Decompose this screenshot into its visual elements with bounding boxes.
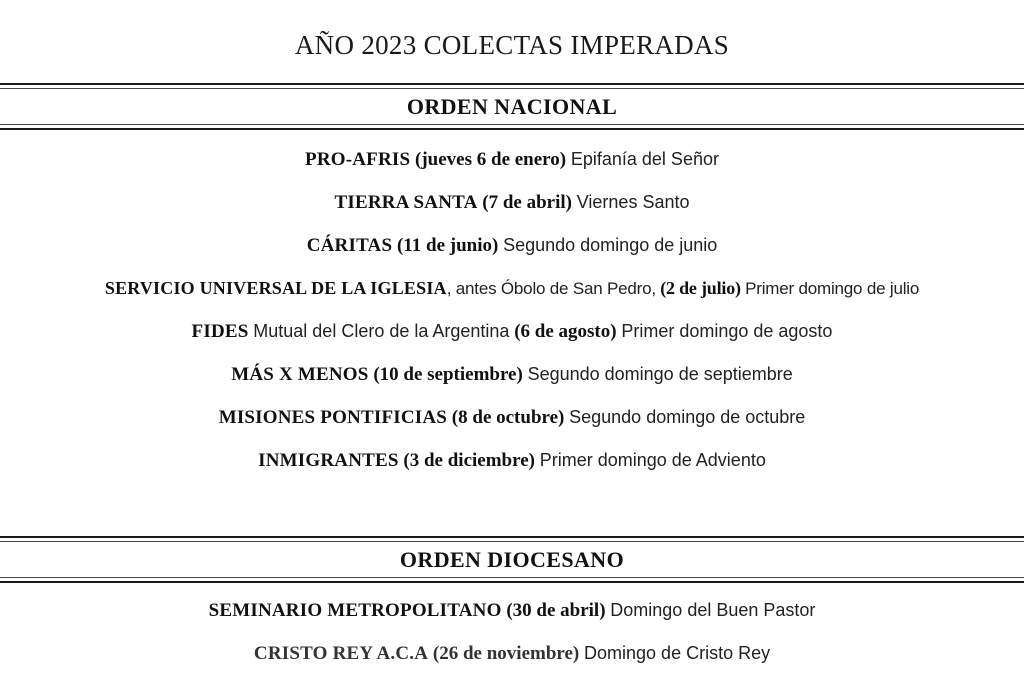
- entry-list-diocesano: [0, 589, 1024, 675]
- collection-description: Domingo de Cristo Rey: [584, 643, 771, 663]
- divider: [0, 83, 1024, 85]
- collection-description: Segundo domingo de octubre: [569, 407, 806, 427]
- entry-list-nacional: [0, 138, 1024, 482]
- collection-date: (8 de octubre): [451, 407, 565, 428]
- collection-description: Segundo domingo de junio: [503, 235, 718, 255]
- list-item: [0, 589, 1024, 632]
- collection-name: CÁRITAS: [306, 235, 393, 256]
- divider: [0, 581, 1024, 583]
- list-item: [0, 310, 1024, 353]
- collection-date: (11 de junio): [396, 235, 499, 256]
- divider: [0, 88, 1024, 89]
- collection-name: SEMINARIO METROPOLITANO: [208, 600, 502, 621]
- collection-date: (30 de abril): [506, 600, 606, 621]
- divider: [0, 577, 1024, 578]
- collection-name: CRISTO REY A.C.A: [253, 643, 429, 664]
- collection-name: INMIGRANTES: [258, 450, 399, 471]
- section-header-nacional: [0, 83, 1024, 129]
- divider: [0, 128, 1024, 130]
- collection-name: FIDES: [191, 321, 249, 342]
- collection-date: (3 de diciembre): [403, 450, 535, 471]
- list-item: [0, 632, 1024, 675]
- list-item: [0, 396, 1024, 439]
- section-header-diocesano: [0, 536, 1024, 582]
- collection-description: Primer domingo de Adviento: [539, 450, 766, 470]
- section-heading: ORDEN DIOCESANO: [399, 547, 625, 572]
- list-item: [0, 353, 1024, 396]
- list-item: [0, 439, 1024, 482]
- collection-date: (10 de septiembre): [373, 364, 523, 385]
- collection-date: (jueves 6 de enero): [415, 149, 567, 170]
- collection-name: SERVICIO UNIVERSAL DE LA IGLESIA: [104, 278, 447, 298]
- collection-description: Viernes Santo: [576, 192, 690, 212]
- list-item: [0, 138, 1024, 181]
- collection-name: TIERRA SANTA: [334, 192, 478, 213]
- list-item: [0, 181, 1024, 224]
- section-heading: ORDEN NACIONAL: [406, 94, 618, 119]
- collection-name: MISIONES PONTIFICIAS: [218, 407, 448, 428]
- collection-description: Epifanía del Señor: [570, 149, 719, 169]
- list-item: [0, 267, 1024, 310]
- divider: [0, 124, 1024, 125]
- list-item: [0, 224, 1024, 267]
- page-title: AÑO 2023 COLECTAS IMPERADAS: [294, 30, 730, 60]
- collection-name: MÁS X MENOS: [231, 364, 369, 385]
- collection-date: (2 de julio): [660, 278, 741, 298]
- collection-note: , antes Óbolo de San Pedro,: [446, 279, 656, 298]
- collection-description: Domingo del Buen Pastor: [610, 600, 816, 620]
- collection-description: Segundo domingo de septiembre: [527, 364, 793, 384]
- divider: [0, 541, 1024, 542]
- collection-date: (7 de abril): [482, 192, 572, 213]
- collection-description: Primer domingo de julio: [745, 279, 920, 298]
- collection-note: Mutual del Clero de la Argentina: [253, 321, 510, 341]
- collection-date: (6 de agosto): [514, 321, 617, 342]
- collection-date: (26 de noviembre): [432, 643, 580, 664]
- collection-name: PRO-AFRIS: [305, 149, 411, 170]
- collection-description: Primer domingo de agosto: [621, 321, 833, 341]
- divider: [0, 536, 1024, 538]
